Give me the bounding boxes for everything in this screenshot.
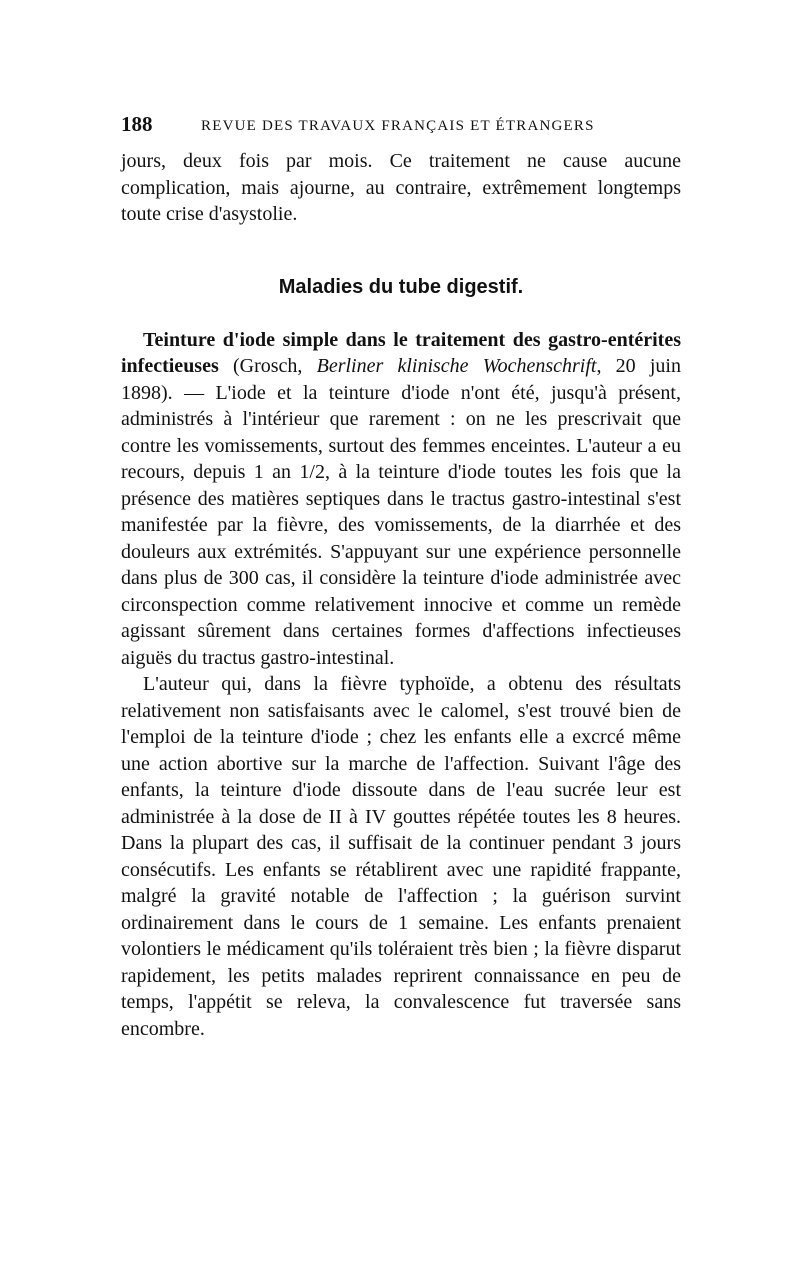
section-heading: Maladies du tube digestif. — [278, 275, 524, 298]
article-title: Teinture d'iode simple dans le traitement des gastro-entérites infectieuses — [121, 328, 681, 377]
citation-close: , 20 juin 1898). — — [121, 355, 681, 404]
second-paragraph: L'auteur qui, dans la fièvre typhoïde, a obtenu des résultats relativement non satisfaisants avec le calomel, s'est trouvé bien de l'emploi de la teinture d'iode ; chez les enfants elle a excrcé même une action abortive sur la marche de l'affection. Suivant l'âge des enfants, la teinture d'iode dissoute dans de l'eau sucrée leur est administrée à la dose de II à IV gouttes répétée toutes les 8 heures. Dans la plupart des cas, il suffisait de la continuer pendant 3 jours consécutifs. Les enfants se rétablirent avec une rapidité frappante, malgré la gravité notable de l'affection ; la guérison survint ordinairement dans le cours de 1 semaine. Les enfants prenaient volontiers le médicament qu'ils toléraient très bien ; la fièvre disparut rapidement, les petits malades reprirent connaissance en peu de temps, l'appétit se releva, la convalescence fut traversée sans encombre. — [121, 673, 681, 1040]
journal-running-title: REVUE DES TRAVAUX FRANÇAIS ET ÉTRANGERS — [201, 118, 595, 134]
running-header — [121, 112, 681, 142]
journal-name: Berliner klinische Wochenschrift — [316, 355, 597, 377]
citation-open: (Grosch, — [218, 355, 317, 377]
journal-page — [121, 112, 681, 1042]
article-paragraph — [121, 327, 681, 672]
page-number: 188 — [121, 112, 153, 136]
article-body: L'iode et la teinture d'iode n'ont été, jusqu'à présent, administrés à l'intérieur que rarement : on ne les prescrivait que contre les vomissements, surtout des femmes enceintes. L'auteur a eu recours, depuis 1 an 1/2, à la teinture d'iode toutes les fois que la présence des matières septiques dans le tractus gastro-intestinal s'est manifestée par la fièvre, des vomissements, de la diarrhée et des douleurs aux extrémités. S'appuyant sur une expérience personnelle dans plus de 300 cas, il considère la teinture d'iode administrée avec circonspection comme relativement innocive et comme un remède agissant sûrement dans certaines formes d'affections infectieuses aiguës du tractus gastro-intestinal. — [121, 381, 681, 669]
continued-paragraph: jours, deux fois par mois. Ce traitement ne cause aucune complication, mais ajourne, au contraire, extrêmement longtemps toute crise d'asystolie. — [121, 150, 681, 225]
